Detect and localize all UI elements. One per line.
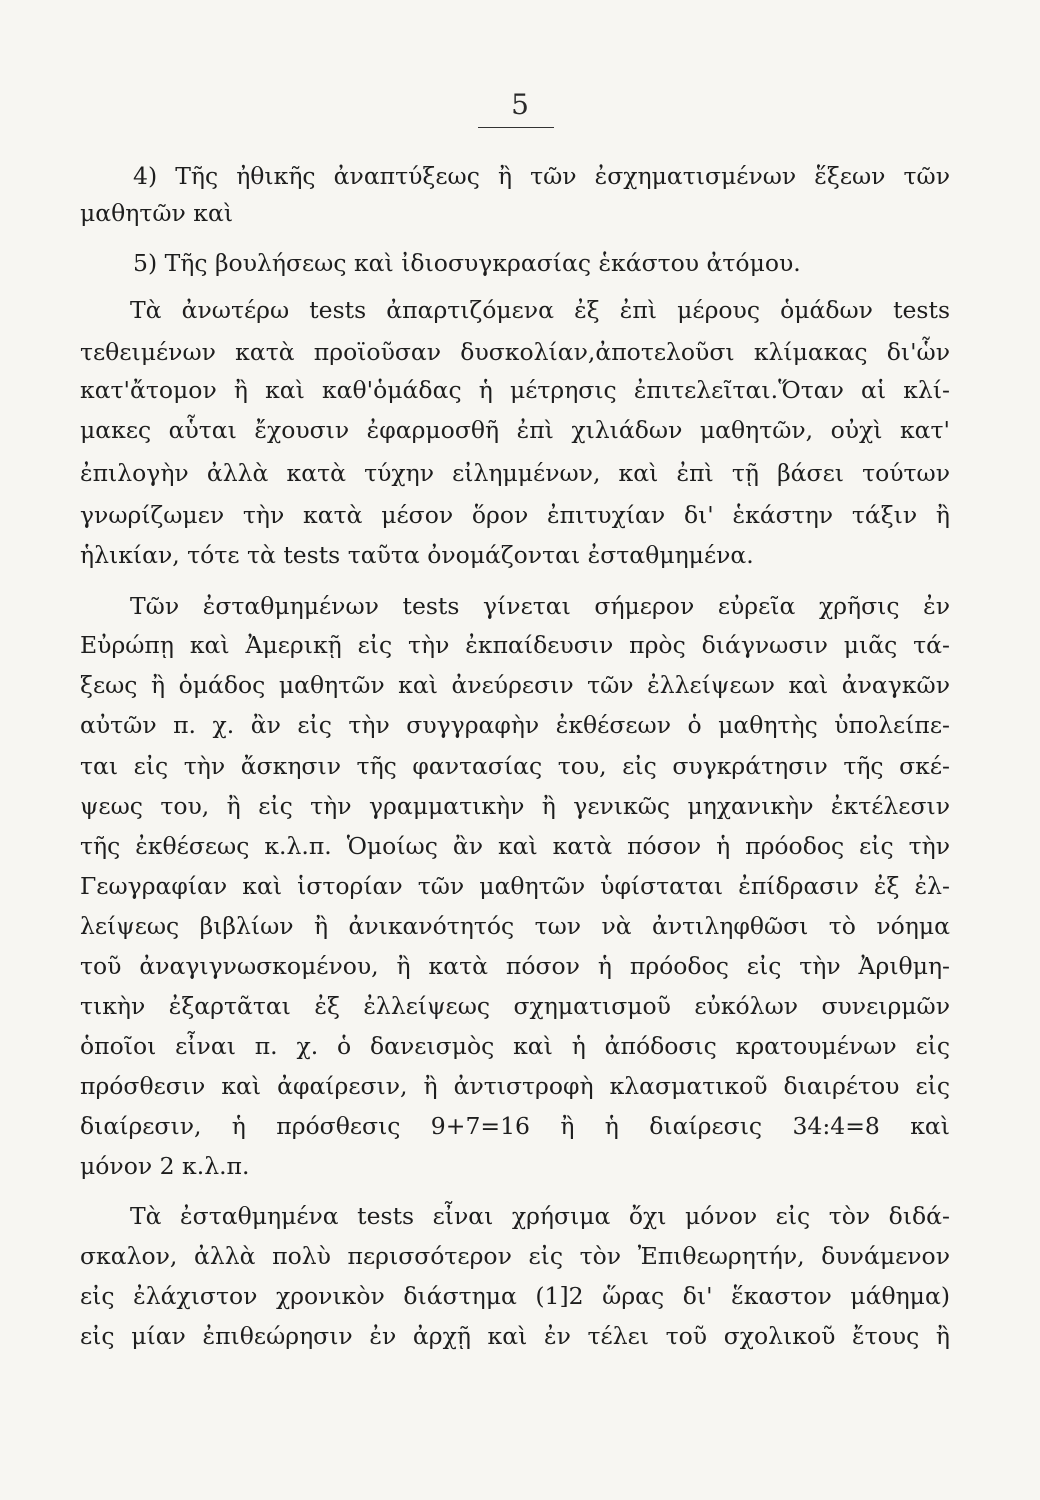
page-number: 5: [511, 88, 529, 121]
text-line: σκαλον, ἀλλὰ πολὺ περισσότερον εἰς τὸν Ἐπιθεωρητήν, δυνάμενον: [80, 1242, 950, 1270]
text-line: κατ'ἄτομον ἢ καὶ καθ'ὁμάδας ἡ μέτρησις ἐπιτελεῖται.Ὅταν αἱ κλί-: [80, 376, 950, 404]
text-line: μόνον 2 κ.λ.π.: [80, 1152, 250, 1180]
text-line: 5) Τῆς βουλήσεως καὶ ἰδιοσυγκρασίας ἑκάστου ἀτόμου.: [133, 249, 801, 277]
page-number-rule: [478, 127, 554, 128]
text-line: Τὰ ἐσταθμημένα tests εἶναι χρήσιμα ὄχι μόνον εἰς τὸν διδά-: [130, 1202, 950, 1230]
text-line: 4) Τῆς ἠθικῆς ἀναπτύξεως ἢ τῶν ἐσχηματισμένων ἕξεων τῶν: [133, 162, 950, 190]
text-line: μαθητῶν καὶ: [80, 199, 234, 227]
text-line: ἐπιλογὴν ἀλλὰ κατὰ τύχην εἰλημμένων, καὶ ἐπὶ τῇ βάσει τούτων: [80, 459, 950, 487]
text-line: Γεωγραφίαν καὶ ἱστορίαν τῶν μαθητῶν ὑφίσταται ἐπίδρασιν ἐξ ἐλ-: [80, 872, 950, 900]
text-line: διαίρεσιν, ἡ πρόσθεσις 9+7=16 ἢ ἡ διαίρεσις 34:4=8 καὶ: [80, 1112, 950, 1140]
text-line: ται εἰς τὴν ἄσκησιν τῆς φαντασίας του, εἰς συγκράτησιν τῆς σκέ-: [80, 752, 950, 780]
text-line: εἰς μίαν ἐπιθεώρησιν ἐν ἀρχῇ καὶ ἐν τέλει τοῦ σχολικοῦ ἔτους ἢ: [80, 1322, 950, 1350]
text-line: ἡλικίαν, τότε τὰ tests ταῦτα ὀνομάζονται ἐσταθμημένα.: [80, 541, 754, 569]
text-line: τικὴν ἐξαρτᾶται ἐξ ἐλλείψεως σχηματισμοῦ εὐκόλων συνειρμῶν: [80, 992, 950, 1020]
text-line: ψεως του, ἢ εἰς τὴν γραμματικὴν ἢ γενικῶς μηχανικὴν ἐκτέλεσιν: [80, 792, 950, 820]
text-line: τεθειμένων κατὰ προϊοῦσαν δυσκολίαν,ἀποτελοῦσι κλίμακας δι'ὧν: [80, 338, 950, 366]
text-line: Τῶν ἐσταθμημένων tests γίνεται σήμερον εὐρεῖα χρῆσις ἐν: [130, 592, 950, 620]
text-line: τῆς ἐκθέσεως κ.λ.π. Ὁμοίως ἂν καὶ κατὰ πόσον ἡ πρόοδος εἰς τὴν: [80, 832, 950, 860]
text-line: εἰς ἐλάχιστον χρονικὸν διάστημα (1]2 ὥρας δι' ἕκαστον μάθημα): [80, 1282, 950, 1310]
text-line: Τὰ ἀνωτέρω tests ἀπαρτιζόμενα ἐξ ἐπὶ μέρους ὁμάδων tests: [130, 296, 950, 324]
text-line: ξεως ἢ ὁμάδος μαθητῶν καὶ ἀνεύρεσιν τῶν ἐλλείψεων καὶ ἀναγκῶν: [80, 671, 950, 699]
text-line: τοῦ ἀναγιγνωσκομένου, ἢ κατὰ πόσον ἡ πρόοδος εἰς τὴν Ἀριθμη-: [80, 952, 950, 980]
text-line: γνωρίζωμεν τὴν κατὰ μέσον ὅρον ἐπιτυχίαν δι' ἑκάστην τάξιν ἢ: [80, 501, 950, 529]
text-line: ὁποῖοι εἶναι π. χ. ὁ δανεισμὸς καὶ ἡ ἀπόδοσις κρατουμένων εἰς: [80, 1032, 950, 1060]
text-line: αὐτῶν π. χ. ἂν εἰς τὴν συγγραφὴν ἐκθέσεων ὁ μαθητὴς ὑπολείπε-: [80, 711, 950, 739]
text-line: πρόσθεσιν καὶ ἀφαίρεσιν, ἢ ἀντιστροφὴ κλασματικοῦ διαιρέτου εἰς: [80, 1072, 950, 1100]
text-line: λείψεως βιβλίων ἢ ἀνικανότητός των νὰ ἀντιληφθῶσι τὸ νόημα: [80, 912, 950, 940]
text-line: Εὐρώπῃ καὶ Ἀμερικῇ εἰς τὴν ἐκπαίδευσιν πρὸς διάγνωσιν μιᾶς τά-: [80, 631, 950, 659]
text-line: μακες αὗται ἔχουσιν ἐφαρμοσθῆ ἐπὶ χιλιάδων μαθητῶν, οὐχὶ κατ': [80, 416, 950, 444]
